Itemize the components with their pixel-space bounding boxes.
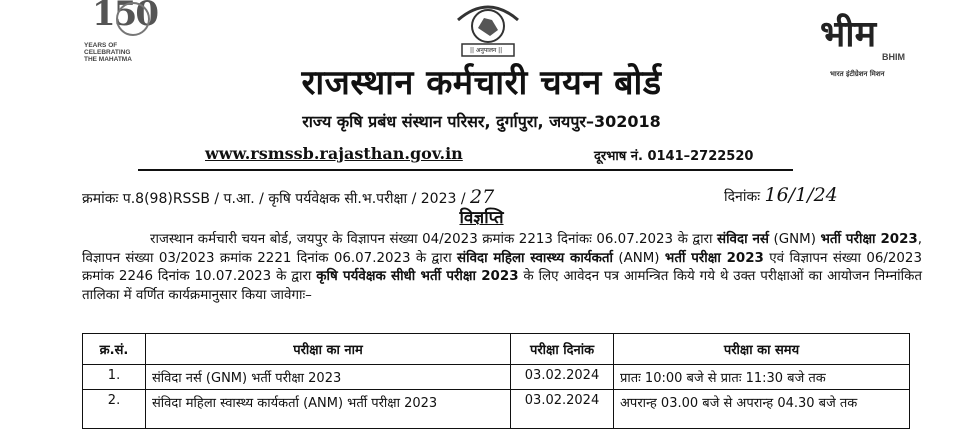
col-header-serial: क्र.सं. xyxy=(83,334,146,365)
exam-schedule-table xyxy=(82,333,910,429)
col-header-exam-name: परीक्षा का नाम xyxy=(146,334,511,365)
notice-heading: विज्ञप्ति xyxy=(459,208,504,228)
logo-number: 150 xyxy=(92,0,157,34)
website-link[interactable]: www.rsmssb.rajasthan.gov.in xyxy=(205,144,463,163)
board-emblem xyxy=(448,0,528,62)
emblem-banner: || अनुपालन || xyxy=(470,47,503,54)
header-divider xyxy=(138,169,793,171)
logo-caption: YEARS OF CELEBRATING THE MAHATMA xyxy=(84,42,132,63)
board-address: राज्य कृषि प्रबंध संस्थान परिसर, दुर्गापुरा, जयपुर–302018 xyxy=(302,112,661,131)
table-row: 1. संविदा नर्स (GNM) भर्ती परीक्षा 2023 03.02.2024 प्रातः 10:00 बजे से प्रातः 11:30 बजे तक xyxy=(83,365,910,390)
reference-number: क्रमांकः प.8(98)RSSB / प.आ. / कृषि पर्यवेक्षक सी.भ.परीक्षा / 2023 / 27 xyxy=(82,186,495,208)
handwritten-number: 27 xyxy=(470,186,495,208)
table-header-row xyxy=(83,334,910,365)
board-title: राजस्थान कर्मचारी चयन बोर्ड xyxy=(301,63,662,103)
notice-paragraph: राजस्थान कर्मचारी चयन बोर्ड, जयपुर के विज्ञापन संख्या 04/2023 क्रमांक 2213 दिनांकः 06.07.2023 के द्वारा संविदा नर्स (GNM) भर्ती परीक्षा 2023, विज्ञापन संख्या 03/2023 क्रमांक 2221 दिनांक 06.07.2023 के द्वारा संविदा महिला स्वास्थ्य कार्यकर्ता (ANM) भर्ती परीक्षा 2023 एवं विज्ञापन संख्या 06/2023 क्रमांक 2246 दिनांक 10.07.2023 के द्वारा कृषि पर्यवेक्षक सीधी भर्ती परीक्षा 2023 के लिए आवेदन पत्र आमन्त्रित किये गये थे उक्त परीक्षाओं का आयोजन निम्नांकित तालिका में वर्णित कार्यक्रमानुसार किया जावेगाः– xyxy=(82,232,922,303)
bhim-tagline: भारत इंटीग्रेशन मिशन xyxy=(830,70,885,78)
bhim-word: भीम xyxy=(820,14,877,55)
col-header-exam-time: परीक्षा का समय xyxy=(614,334,910,365)
notice-date: दिनांकः 16/1/24 xyxy=(724,184,838,206)
charkha-icon xyxy=(116,2,150,36)
col-header-exam-date: परीक्षा दिनांक xyxy=(511,334,614,365)
handwritten-date: 16/1/24 xyxy=(764,184,838,206)
bhim-latin: BHIM xyxy=(882,52,905,62)
phone-number: दूरभाष नं. 0141–2722520 xyxy=(594,149,754,164)
table-row: 2. संविदा महिला स्वास्थ्य कार्यकर्ता (ANM) भर्ती परीक्षा 2023 03.02.2024 अपरान्ह 03.00 बजे से अपरान्ह 04.30 बजे तक xyxy=(83,390,910,429)
